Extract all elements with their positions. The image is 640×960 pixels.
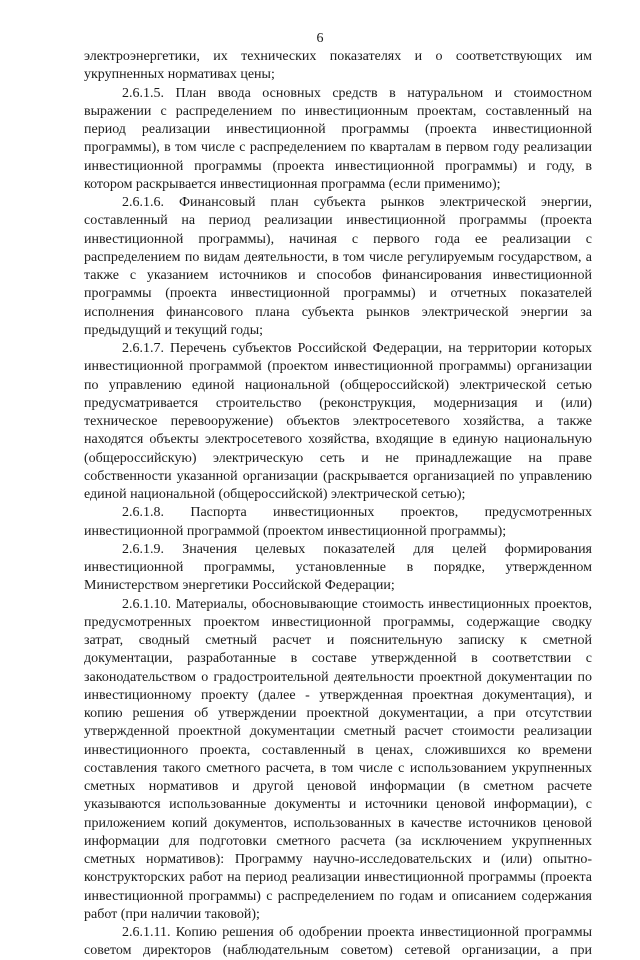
text-line: собственности указанной организации (раскрывается организацией по управлению <box>84 468 592 484</box>
text-line: предусматривается строительство (реконструкция, модернизация и (или) <box>84 395 592 411</box>
text-line: единой национальной (общероссийской) электрической сетью); <box>84 487 466 502</box>
text-line: инвестиционной программы (проекта инвестиционной программы) и году, в <box>84 158 592 174</box>
text-line: конструкторских работ на период реализации инвестиционной программы (проекта <box>84 870 592 886</box>
text-line: предусмотренных проектом инвестиционной программы, содержащие сводку <box>84 614 592 630</box>
text-line: инвестиционной программой (проектом инвестиционной программы); <box>84 523 507 539</box>
text-line: инвестиционной программы), начиная с первого года ее реализации с <box>84 231 592 247</box>
text-line: приложением копий документов, использованных в качестве источников ценовой <box>84 815 592 831</box>
text-line: составления такого сметного расчета, в том числе с использованием укрупненных <box>84 760 592 776</box>
text-line: затрат, сводный сметный расчет и пояснительную записку к сметной <box>84 633 592 648</box>
text-line: распределением по видам деятельности, в том числе регулируемым государством, а <box>84 249 592 265</box>
text-line: 2.6.1.8. Паспорта инвестиционных проектов, предусмотренных <box>122 505 592 521</box>
text-line: инвестиционной программы) с распределением по годам и описанием содержания <box>84 888 592 904</box>
text-line: техническое перевооружение) объектов электросетевого хозяйства, а также <box>84 414 592 429</box>
text-line: сметных нормативов и другой ценовой информации (в сметном расчете <box>84 779 592 794</box>
text-line: законодательством о градостроительной деятельности проектной документации по <box>84 669 592 685</box>
text-line: сметных нормативов): Программу научно-исследовательских и (или) опытно- <box>84 852 592 867</box>
page-number: 6 <box>316 31 324 46</box>
text-line: также с указанием источников и способов финансирования инвестиционной <box>84 268 592 283</box>
text-line: период реализации инвестиционной программы (проекта инвестиционной <box>84 122 592 137</box>
text-line: информации для подготовки сметного расчета (за исключением укрупненных <box>84 833 592 849</box>
text-line: 2.6.1.10. Материалы, обосновывающие стоимость инвестиционных проектов, <box>122 596 592 612</box>
text-line: копию решения об утверждении проектной документации, а при отсутствии <box>84 706 592 721</box>
text-line: программы (проекта инвестиционной программы) и отчетных показателей <box>84 286 592 302</box>
text-line: инвестиционному проекту (далее - утвержденная проектная документация), и <box>84 687 592 703</box>
text-line: 2.6.1.5. План ввода основных средств в натуральном и стоимостном <box>122 85 592 101</box>
text-line: программы), в том числе с распределением по кварталам в первом году реализации <box>84 140 592 156</box>
text-line: предыдущий и текущий годы; <box>84 322 264 338</box>
text-line: 2.6.1.9. Значения целевых показателей для целей формирования <box>122 541 592 557</box>
text-line: 2.6.1.11. Копию решения об одобрении проекта инвестиционной программы <box>122 925 592 940</box>
text-line: (общероссийскую) электрическую сеть и не принадлежащие на праве <box>84 450 592 466</box>
text-line: указываются использованные документы и источники ценовой информации), с <box>84 797 592 813</box>
text-line: инвестиционной программой (проектом инвестиционной программы) организации <box>84 359 592 375</box>
text-line: находятся объекты электросетевого хозяйства, входящие в единую национальную <box>84 432 592 448</box>
text-line: документации, разработанные в составе утвержденной в соответствии с <box>84 651 592 667</box>
text-line: работ (при наличии таковой); <box>84 906 260 922</box>
text-line: составленный на период реализации инвестиционной программы (проекта <box>84 213 592 229</box>
text-line: укрупненных нормативах цены; <box>84 67 275 83</box>
text-line: инвестиционного проекта, составленный в ценах, сложившихся ко времени <box>84 742 592 758</box>
text-line: инвестиционной программы, установленные в порядке, утвержденном <box>84 560 592 575</box>
text-line: по управлению единой национальной (общероссийской) электрической сетью <box>84 377 592 393</box>
text-line: 2.6.1.7. Перечень субъектов Российской Федерации, на территории которых <box>122 341 592 356</box>
text-line: советом директоров (наблюдательным советом) сетевой организации, а при <box>84 943 592 959</box>
text-line: котором раскрывается инвестиционная программа (если применимо); <box>84 176 501 192</box>
text-line: выражении с распределением по инвестиционным проектам, составленный на <box>84 103 592 119</box>
text-line: электроэнергетики, их технических показателях и о соответствующих им <box>84 49 592 64</box>
text-line: исполнения финансового плана субъекта рынков электрической энергии за <box>84 304 592 320</box>
text-line: Министерством энергетики Российской Федерации; <box>84 578 395 594</box>
text-line: утвержденной проектной документации сметный расчет стоимости реализации <box>84 724 592 740</box>
text-line: 2.6.1.6. Финансовый план субъекта рынков электрической энергии, <box>122 195 592 210</box>
